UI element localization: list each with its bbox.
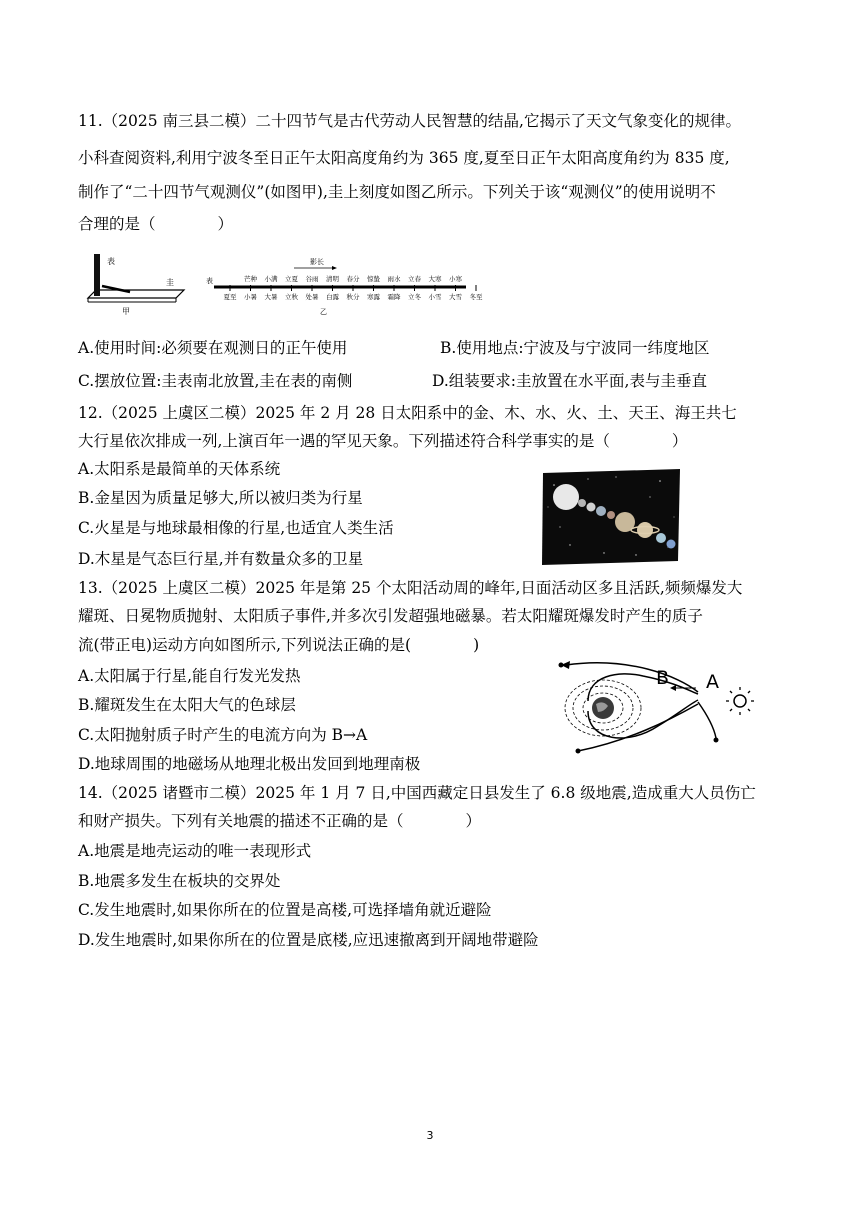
q14-stem-line-1: 14.（2025 诸暨市二模）2025 年 1 月 7 日,中国西藏定日县发生了 6.8 级地震,造成重大人员伤亡: [78, 784, 756, 802]
q11-yi-bottom-label: 霜降: [387, 293, 401, 301]
q11-yi-top-label: 清明: [326, 275, 339, 283]
q11-option-b[interactable]: B.使用地点:宁波及与宁波同一纬度地区: [440, 339, 710, 357]
q11-option-c[interactable]: C.摆放位置:圭表南北放置,圭在表的南侧: [78, 372, 353, 390]
q11-yi-top-label: 小寒: [449, 275, 462, 283]
q11-yi-bottom-labels: [224, 292, 484, 301]
q11-yi-shadow-label: 影长: [310, 258, 324, 266]
q11-stem-line-2: 小科查阅资料,利用宁波冬至日正午太阳高度角约为 365 度,夏至日正午太阳高度角约为 835 度,: [78, 149, 730, 167]
q11-yi-top-labels: [244, 274, 463, 283]
page-number: 3: [426, 1129, 434, 1142]
q12-stem-line-2: 大行星依次排成一列,上演百年一遇的罕见天象。下列描述符合科学事实的是（ ）: [78, 432, 688, 450]
q13-stem-line-1: 13.（2025 上虞区二模）2025 年是第 25 个太阳活动周的峰年,日面活动区多且活跃,频频爆发大: [78, 579, 743, 597]
q11-yi-bottom-label: 立冬: [408, 293, 421, 301]
q11-stem-line-3: 制作了“二十四节气观测仪”(如图甲),圭上刻度如图乙所示。下列关于该“观测仪”的使用说明不: [78, 183, 716, 201]
q12-option-b[interactable]: B.金星因为质量足够大,所以被归类为行星: [78, 489, 363, 507]
q11-option-d[interactable]: D.组装要求:圭放置在水平面,表与圭垂直: [432, 372, 707, 390]
q14-option-b[interactable]: B.地震多发生在板块的交界处: [78, 872, 281, 890]
q11-yi-bottom-label: 大暑: [264, 293, 278, 301]
q11-yi-bottom-label: 冬至: [469, 293, 483, 301]
q11-yi-top-label: 春分: [346, 275, 360, 283]
q11-stem-line-1: 11.（2025 南三县二模）二十四节气是古代劳动人民智慧的结晶,它揭示了天文气象变化的规律。: [78, 112, 741, 130]
q12-stem-line-1: 12.（2025 上虞区二模）2025 年 2 月 28 日太阳系中的金、木、水、火、土、天王、海王共七: [78, 404, 737, 422]
q11-yi-caption: 乙: [320, 308, 327, 316]
q11-stem-line-4: 合理的是（ ）: [78, 215, 234, 233]
q11-yi-bottom-label: 处暑: [305, 293, 319, 301]
q14-option-d[interactable]: D.发生地震时,如果你所在的位置是底楼,应迅速撤离到开阔地带避险: [78, 931, 539, 949]
q13-option-d[interactable]: D.地球周围的地磁场从地理北极出发回到地理南极: [78, 755, 421, 773]
q11-jia-caption: 甲: [122, 307, 130, 316]
q11-figure-yi: [200, 252, 483, 318]
q11-yi-bottom-label: 大雪: [449, 293, 462, 301]
q11-yi-top-label: 芒种: [244, 275, 257, 283]
q13-magnetosphere-figure: [548, 656, 764, 756]
q13-option-c[interactable]: C.太阳抛射质子时产生的电流方向为 B→A: [78, 726, 368, 744]
q11-option-a[interactable]: A.使用时间:必须要在观测日的正午使用: [78, 339, 348, 357]
q13-option-a[interactable]: A.太阳属于行星,能自行发光发热: [78, 667, 301, 685]
q13-stem-line-2: 耀斑、日冕物质抛射、太阳质子事件,并多次引发超强地磁暴。若太阳耀斑爆发时产生的质子: [78, 607, 703, 625]
q11-yi-top-label: 谷雨: [305, 275, 319, 283]
q12-solar-system-image: [540, 467, 682, 567]
q12-option-a[interactable]: A.太阳系是最简单的天体系统: [78, 460, 281, 478]
q14-stem-line-2: 和财产损失。下列有关地震的描述不正确的是（ ）: [78, 812, 482, 830]
q11-yi-bottom-label: 夏至: [223, 293, 237, 301]
q11-yi-top-label: 大寒: [428, 275, 442, 283]
q14-option-c[interactable]: C.发生地震时,如果你所在的位置是高楼,可选择墙角就近避险: [78, 901, 492, 919]
q11-yi-top-label: 立夏: [285, 275, 298, 283]
q11-yi-bottom-label: 寒露: [367, 293, 380, 301]
q11-yi-bottom-label: 小雪: [428, 293, 442, 301]
q11-jia-biao-label: 表: [107, 257, 115, 266]
q11-yi-bottom-label: 秋分: [346, 293, 360, 301]
q14-option-a[interactable]: A.地震是地壳运动的唯一表现形式: [78, 842, 312, 860]
q11-yi-top-label: 雨水: [387, 275, 401, 283]
q13-option-b[interactable]: B.耀斑发生在太阳大气的色球层: [78, 696, 296, 714]
q13-label-b: B: [656, 667, 670, 689]
q11-figure-jia: [80, 250, 190, 318]
q11-yi-top-label: 小满: [264, 275, 278, 283]
q13-stem-line-3: 流(带正电)运动方向如图所示,下列说法正确的是( ): [78, 636, 480, 654]
q11-yi-bottom-label: 白露: [326, 293, 339, 301]
q12-option-c[interactable]: C.火星是与地球最相像的行星,也适宜人类生活: [78, 519, 394, 537]
q11-yi-top-label: 立春: [408, 275, 421, 283]
q12-option-d[interactable]: D.木星是气态巨行星,并有数量众多的卫星: [78, 550, 364, 568]
q11-yi-left-end: 表: [206, 277, 213, 285]
q13-label-a: A: [706, 671, 719, 693]
q11-yi-bottom-label: 立秋: [285, 293, 298, 301]
q11-yi-bottom-label: 小暑: [244, 293, 257, 301]
q11-yi-top-label: 惊蛰: [367, 275, 380, 283]
q11-jia-gui-label: 圭: [166, 278, 174, 287]
